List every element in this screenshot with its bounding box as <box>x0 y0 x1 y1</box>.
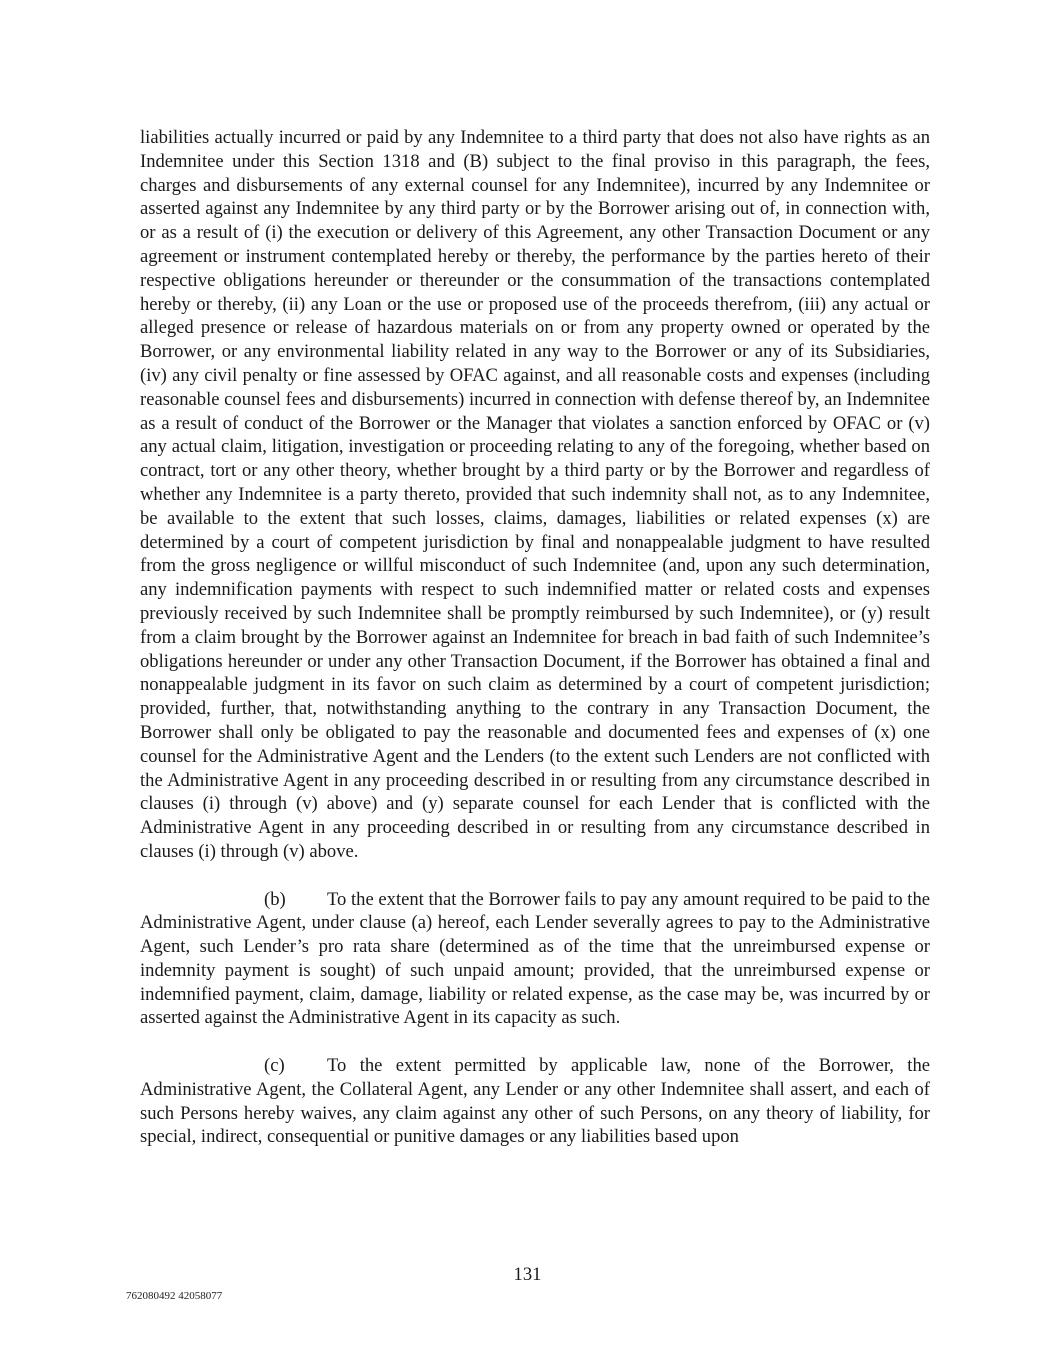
paragraph-text: liabilities actually incurred or paid by any Indemnitee to a third party that does not also have rights as an Indemnitee under this Section 1318 and (B) subject to the final proviso in this paragraph, the fees, charges and disbursements of any external counsel for any Indemnitee), incurred by any Indemnitee or asserted against any Indemnitee by any third party or by the Borrower arising out of, in connection with, or as a result of (i) the execution or delivery of this Agreement, any other Transaction Document or any agreement or instrument contemplated hereby or thereby, the performance by the parties hereto of their respective obligations hereunder or thereunder or the consummation of the transactions contemplated hereby or thereby, (ii) any Loan or the use or proposed use of the proceeds therefrom, (iii) any actual or alleged presence or release of hazardous materials on or from any property owned or operated by the Borrower, or any environmental liability related in any way to the Borrower or any of its Subsidiaries, (iv) any civil penalty or fine assessed by OFAC against, and all reasonable costs and expenses (including reasonable counsel fees and disbursements) incurred in connection with defense thereof by, an Indemnitee as a result of conduct of the Borrower or the Manager that violates a sanction enforced by OFAC or (v) any actual claim, litigation, investigation or proceeding relating to any of the foregoing, whether based on contract, tort or any other theory, whether brought by a third party or by the Borrower and regardless of whether any Indemnitee is a party thereto, provided that such indemnity shall not, as to any Indemnitee, be available to the extent that such losses, claims, damages, liabilities or related expenses (x) are determined by a court of competent jurisdiction by final and nonappealable judgment to have resulted from the gross negligence or willful misconduct of such Indemnitee (and, upon any such determination, any indemnification payments with respect to such indemnified matter or related costs and expenses previously received by such Indemnitee shall be promptly reimbursed by such Indemnitee), or (y) result from a claim brought by the Borrower against an Indemnitee for breach in bad faith of such Indemnitee’s obligations hereunder or under any other Transaction Document, if the Borrower has obtained a final and nonappealable judgment in its favor on such claim as determined by a court of competent jurisdiction; provided, further, that, notwithstanding anything to the contrary in any Transaction Document, the Borrower shall only be obligated to pay the reasonable and documented fees and expenses of (x) one counsel for the Administrative Agent and the Lenders (to the extent such Lenders are not conflicted with the Administrative Agent in any proceeding described in or resulting from any circumstance described in clauses (i) through (v) above) and (y) separate counsel for each Lender that is conflicted with the Administrative Agent in any proceeding described in or resulting from any circumstance described in clauses (i) through (v) above. <box>140 127 930 862</box>
paragraph-continuation <box>140 126 930 864</box>
paragraph-c <box>140 1054 930 1149</box>
clause-label: (b) <box>264 888 286 910</box>
document-body <box>140 126 930 1149</box>
paragraph-b <box>140 888 930 1031</box>
paragraph-text: To the extent permitted by applicable law, none of the Borrower, the Administrative Agent, the Collateral Agent, any Lender or any other Indemnitee shall assert, and each of such Persons hereby waives, any claim against any other of such Persons, on any theory of liability, for special, indirect, consequential or punitive damages or any liabilities based upon <box>140 1055 930 1148</box>
document-id: 762080492 42058077 <box>126 1290 223 1302</box>
page-number: 131 <box>513 1264 542 1285</box>
clause-label: (c) <box>264 1055 285 1077</box>
paragraph-text: To the extent that the Borrower fails to pay any amount required to be paid to the Administrative Agent, under clause (a) hereof, each Lender severally agrees to pay to the Administrative Agent, such Lender’s pro rata share (determined as of the time that the unreimbursed expense or indemnity payment is sought) of such unpaid amount; provided, that the unreimbursed expense or indemnified payment, claim, damage, liability or related expense, as the case may be, was incurred by or asserted against the Administrative Agent in its capacity as such. <box>140 888 930 1029</box>
